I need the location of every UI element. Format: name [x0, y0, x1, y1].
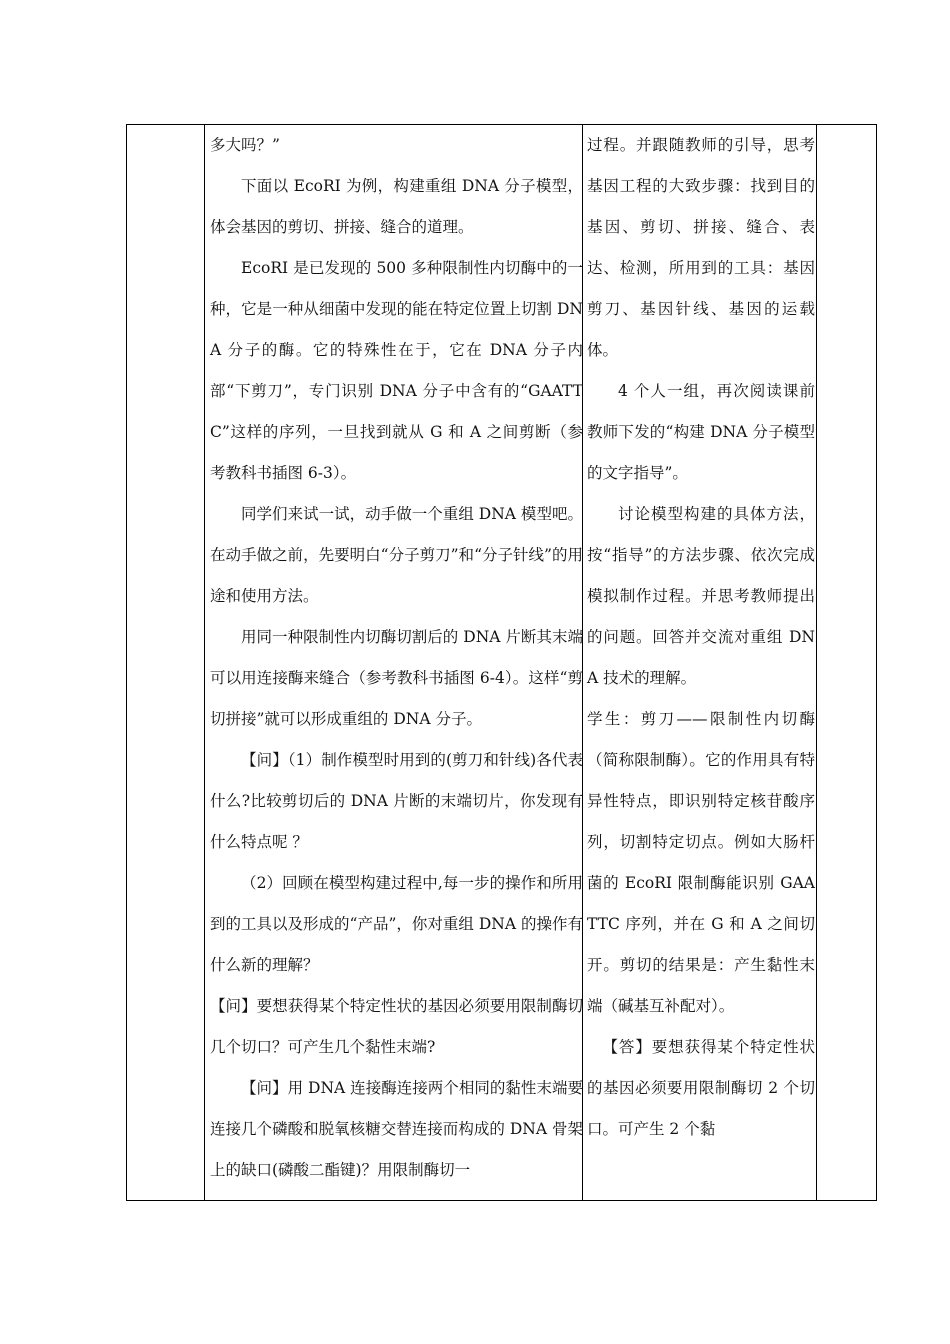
main-paragraph-6: （2）回顾在模型构建过程中,每一步的操作和所用到的工具以及形成的“产品”，你对重组 DNA 的操作有什么新的理解？: [210, 874, 583, 974]
main-paragraph-0: 多大吗？”: [210, 136, 280, 154]
column-divider-1: [204, 125, 205, 1200]
main-paragraph-3: 同学们来试一试，动手做一个重组 DNA 模型吧。在动手做之前，先要明白“分子剪刀”和“分子针线”的用途和使用方法。: [210, 505, 583, 605]
main-paragraph-4: 用同一种限制性内切酶切割后的 DNA 片断其末端可以用连接酶来缝合（参考教科书插图 6-4）。这样“剪切拼接”就可以形成重组的 DNA 分子。: [210, 628, 583, 728]
main-paragraph-8: 【问】用 DNA 连接酶连接两个相同的黏性末端要连接几个磷酸和脱氧核糖交替连接而构成的 DNA 骨架上的缺口(磷酸二酯键)？用限制酶切一: [210, 1079, 583, 1179]
main-paragraph-1: 下面以 EcoRI 为例，构建重组 DNA 分子模型，体会基因的剪切、拼接、缝合的道理。: [210, 177, 583, 236]
lesson-table: [126, 124, 877, 1201]
main-paragraph-5: 【问】（1）制作模型时用到的(剪刀和针线)各代表什么?比较剪切后的 DNA 片断的末端切片，你发现有什么特点呢 ？: [210, 751, 583, 851]
side-paragraph-3: 学生：剪刀——限制性内切酶（简称限制酶）。它的作用具有特异性特点，即识别特定核苷酸序列，切割特定切点。例如大肠杆菌的 EcoRI 限制酶能识别 GAATTC 序列，并在 G 和 A 之间切开。剪切的结果是：产生黏性末端（碱基互补配对）。: [587, 710, 815, 1015]
side-paragraph-4: 【答】要想获得某个特定性状的基因必须要用限制酶切 2 个切口。可产生 2 个黏: [587, 1038, 815, 1138]
side-paragraph-1: 4 个人一组，再次阅读课前教师下发的“构建 DNA 分子模型的文字指导”。: [587, 382, 815, 482]
main-paragraph-7: 【问】要想获得某个特定性状的基因必须要用限制酶切几个切口？可产生几个黏性末端?: [210, 997, 583, 1056]
column-divider-3: [816, 125, 817, 1200]
side-paragraph-2: 讨论模型构建的具体方法，按“指导”的方法步骤、依次完成模拟制作过程。并思考教师提出的问题。回答并交流对重组 DNA 技术的理解。: [587, 505, 815, 687]
main-paragraph-2: EcoRI 是已发现的 500 多种限制性内切酶中的一种，它是一种从细菌中发现的能在特定位置上切割 DNA 分子的酶。它的特殊性在于，它在 DNA 分子内部“下剪刀”，专门识别 DNA 分子中含有的“GAATTC”这样的序列，一旦找到就从 G 和 A 之间剪断（参考教科书插图 6-3）。: [210, 259, 583, 482]
teacher-activity-column: [210, 125, 583, 1191]
side-paragraph-0: 过程。并跟随教师的引导，思考基因工程的大致步骤：找到目的基因、剪切、拼接、缝合、表达、检测，所用到的工具：基因剪刀、基因针线、基因的运载体。: [587, 136, 815, 359]
student-activity-column: [587, 125, 815, 1150]
